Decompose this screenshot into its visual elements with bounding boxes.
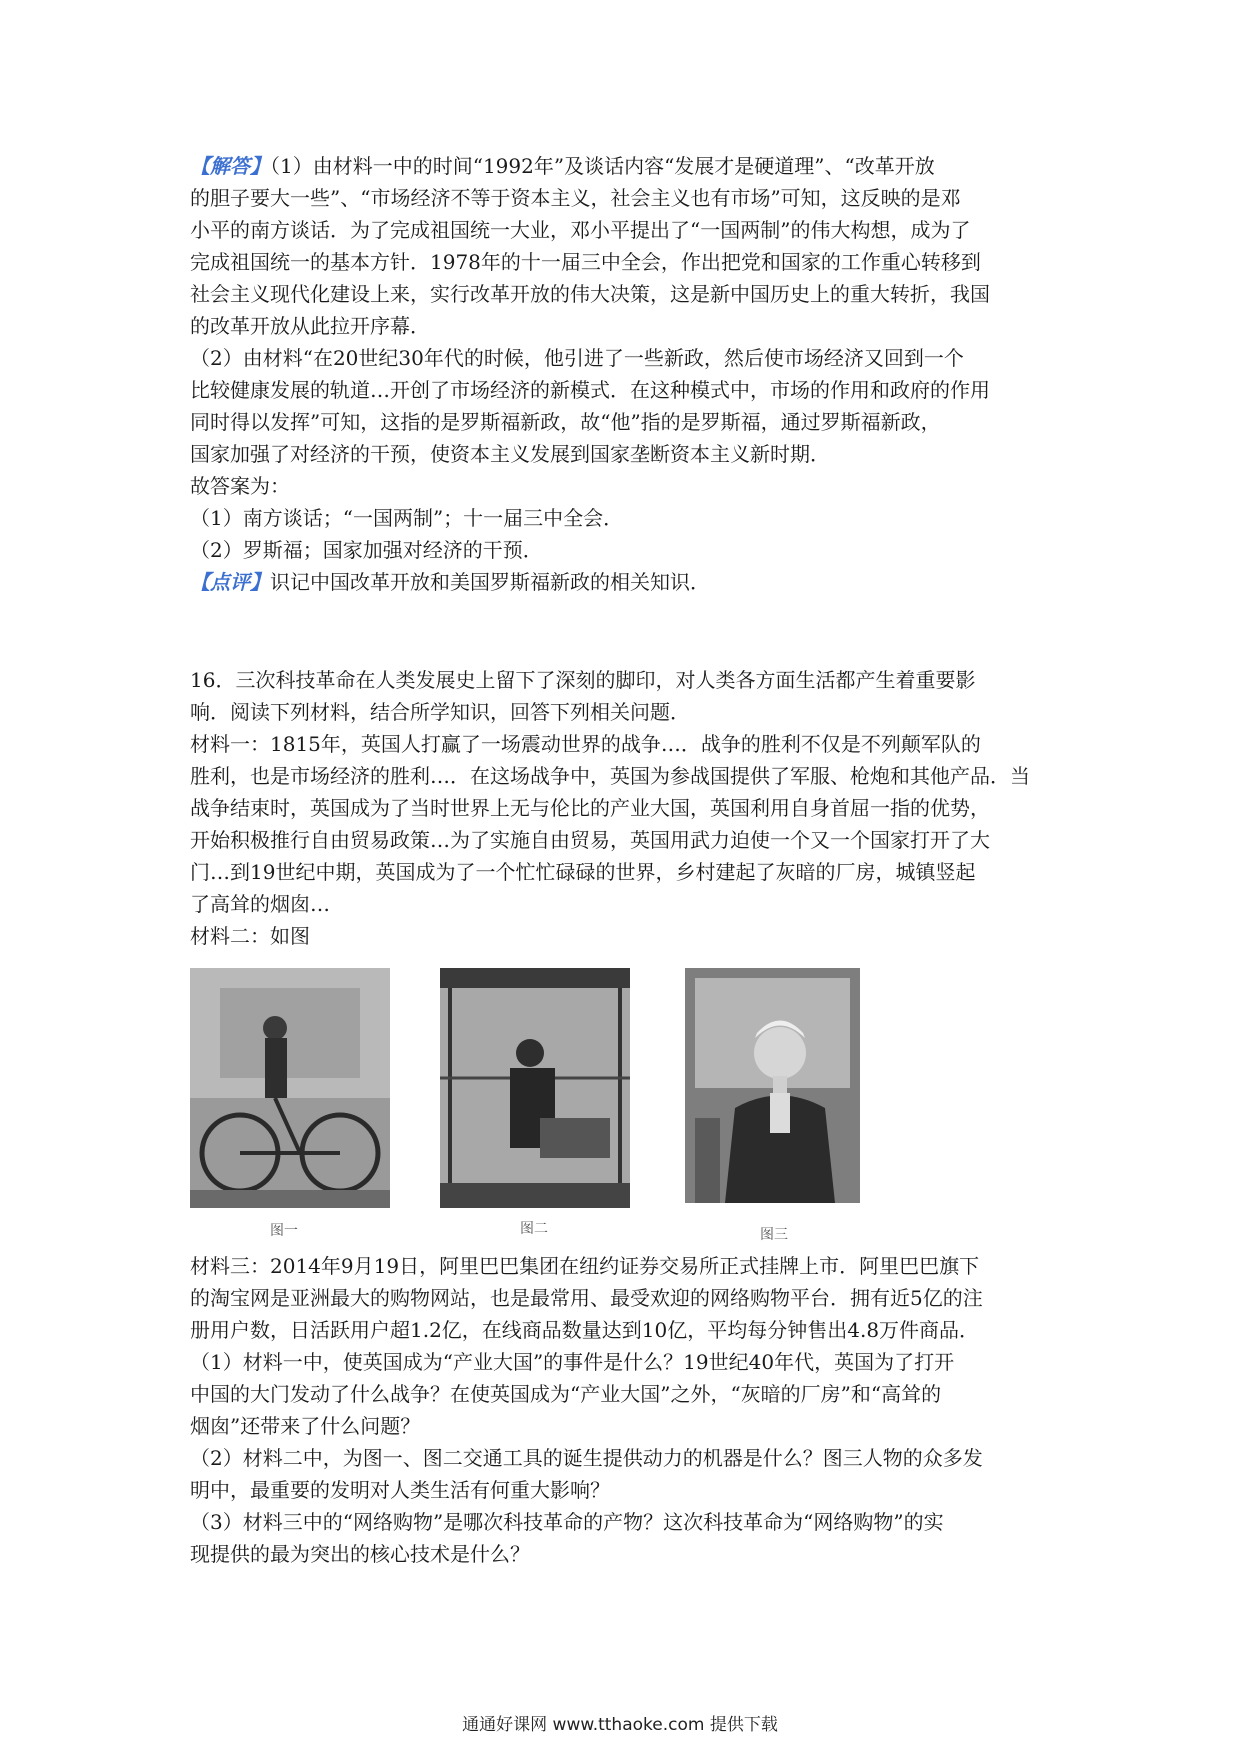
question-line-3: （2）材料二中，为图一、图二交通工具的诞生提供动力的机器是什么？图三人物的众多发 xyxy=(190,1446,983,1470)
comment-tag: 【点评】 xyxy=(190,570,270,594)
answer-line-7: 比较健康发展的轨道…开创了市场经济的新模式．在这种模式中，市场的作用和政府的作用 xyxy=(190,378,990,402)
question-line-6: 现提供的最为突出的核心技术是什么？ xyxy=(190,1542,530,1566)
question-16 xyxy=(190,664,1060,952)
q16-intro-0: 16．三次科技革命在人类发展史上留下了深刻的脚印，对人类各方面生活都产生着重要影 xyxy=(190,668,976,692)
answer-line-11: （1）南方谈话；“一国两制”；十一届三中全会． xyxy=(190,506,624,530)
material3-line-1: 的淘宝网是亚洲最大的购物网站，也是最常用、最受欢迎的网络购物平台．拥有近5亿的注 xyxy=(190,1286,983,1310)
answer-line-1: 的胆子要大一些”、“市场经济不等于资本主义，社会主义也有市场”可知，这反映的是邓 xyxy=(190,186,961,210)
answer-line-8: 同时得以发挥”可知，这指的是罗斯福新政，故“他”指的是罗斯福，通过罗斯福新政， xyxy=(190,410,941,434)
caption-3: 图三 xyxy=(760,1227,788,1243)
question-line-4: 明中，最重要的发明对人类生活有何重大影响？ xyxy=(190,1478,610,1502)
material1-line-1: 胜利，也是市场经济的胜利…．在这场战争中，英国为参战国提供了军服、枪炮和其他产品．当 xyxy=(190,764,1030,788)
answer-line-3: 完成祖国统一的基本方针．1978年的十一届三中全会，作出把党和国家的工作重心转移到 xyxy=(190,250,981,274)
answer-line-0: 【解答】（1）由材料一中的时间“1992年”及谈话内容“发展才是硬道理”、“改革开放 xyxy=(190,154,935,178)
answer-line-2: 小平的南方谈话．为了完成祖国统一大业，邓小平提出了“一国两制”的伟大构想，成为了 xyxy=(190,218,971,242)
q16-intro-1: 响．阅读下列材料，结合所学知识，回答下列相关问题． xyxy=(190,700,690,724)
question-16-continued xyxy=(190,1250,1060,1570)
material3-line-2: 册用户数，日活跃用户超1.2亿，在线商品数量达到10亿，平均每分钟售出4.8万件商品． xyxy=(190,1318,980,1342)
photo-1-car xyxy=(190,968,390,1208)
caption-1: 图一 xyxy=(270,1223,298,1239)
comment-line: 【点评】识记中国改革开放和美国罗斯福新政的相关知识． xyxy=(190,570,710,594)
question-line-0: （1）材料一中，使英国成为“产业大国”的事件是什么？19世纪40年代，英国为了打开 xyxy=(190,1350,955,1374)
answer-line-6: （2）由材料“在20世纪30年代的时候，他引进了一些新政，然后使市场经济又回到一个 xyxy=(190,346,964,370)
answer-line-5: 的改革开放从此拉开序幕． xyxy=(190,314,430,338)
caption-2: 图二 xyxy=(520,1221,548,1237)
answer-line-9: 国家加强了对经济的干预，使资本主义发展到国家垄断资本主义新时期． xyxy=(190,442,830,466)
question-line-5: （3）材料三中的“网络购物”是哪次科技革命的产物？这次科技革命为“网络购物”的实 xyxy=(190,1510,944,1534)
photo-2-airplane xyxy=(440,968,630,1208)
question-line-2: 烟囱”还带来了什么问题？ xyxy=(190,1414,421,1438)
answer-section xyxy=(190,150,1060,598)
material1-line-2: 战争结束时，英国成为了当时世界上无与伦比的产业大国，英国利用自身首屈一指的优势， xyxy=(190,796,990,820)
photo-3-portrait xyxy=(685,968,860,1203)
material3-line-0: 材料三：2014年9月19日，阿里巴巴集团在纽约证券交易所正式挂牌上市．阿里巴巴旗下 xyxy=(190,1254,980,1278)
material1-line-3: 开始积极推行自由贸易政策…为了实施自由贸易，英国用武力迫使一个又一个国家打开了大 xyxy=(190,828,990,852)
material2-label: 材料二：如图 xyxy=(190,924,310,948)
material1-line-5: 了高耸的烟囱… xyxy=(190,892,330,916)
answer-line-10: 故答案为： xyxy=(190,474,290,498)
answer-line-12: （2）罗斯福；国家加强对经济的干预． xyxy=(190,538,543,562)
answer-tag: 【解答】 xyxy=(190,154,270,178)
page-footer: 通通好课网 www.tthaoke.com 提供下载 xyxy=(462,1715,778,1735)
answer-line-4: 社会主义现代化建设上来，实行改革开放的伟大决策，这是新中国历史上的重大转折，我国 xyxy=(190,282,990,306)
question-line-1: 中国的大门发动了什么战争？在使英国成为“产业大国”之外，“灰暗的厂房”和“高耸的 xyxy=(190,1382,942,1406)
material1-line-0: 材料一：1815年，英国人打赢了一场震动世界的战争…．战争的胜利不仅是不列颠军队的 xyxy=(190,732,981,756)
material1-line-4: 门…到19世纪中期，英国成为了一个忙忙碌碌的世界，乡村建起了灰暗的厂房，城镇竖起 xyxy=(190,860,976,884)
material2-photos xyxy=(190,968,890,1243)
